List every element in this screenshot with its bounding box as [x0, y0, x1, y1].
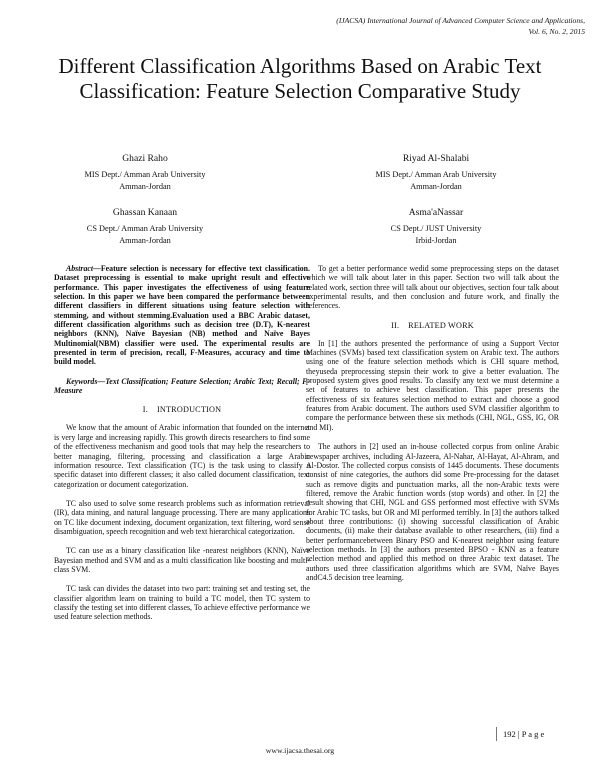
- author-name: Riyad Al-Shalabi: [402, 153, 470, 164]
- journal-header: [265, 15, 585, 37]
- section-heading-related-work: II. R​ELATED W​ORK: [391, 320, 474, 330]
- journal-volume: Vol. 6, No. 2, 2015: [528, 27, 585, 36]
- intro-paragraph-4: TC task can divides the dataset into two part: training set and testing set, the classifier algorithm learn on training to build a TC model, then TC system to classify the testing set into different classes, To achieve effective performance we used feature selection methods.: [54, 584, 310, 622]
- author-name: Ghazi Raho: [122, 153, 168, 164]
- author-affiliation: CS Dept./ Amman Arab University: [86, 224, 204, 233]
- author-location: Amman-Jordan: [119, 182, 171, 191]
- intro-paragraph-2: TC also used to solve some research problems such as information retrieval (IR), data mining, and natural language processing. There are many applications on TC like document indexing, document organization, text filtering, word sense disambiguation, speech recognition and web text hierarchical categorization.: [54, 498, 310, 536]
- intro-paragraph-5: To get a better performance wedid some preprocessing steps on the dataset which we will talk about later in this paper. Section two will talk about the related work, section three will talk about our objectives, section four talk about experimental results, and then conclusion and future work, and finally the references.: [306, 264, 559, 311]
- page-number: 192 | P a g e: [496, 727, 550, 741]
- author-block-4: [326, 206, 546, 247]
- author-location: Amman-Jordan: [410, 182, 462, 191]
- author-location: Amman-Jordan: [119, 236, 171, 245]
- left-column: [54, 264, 310, 632]
- abstract-lead: Abstract: [66, 264, 94, 273]
- abstract-text: —Feature selection is necessary for effective text classification. Dataset preprocessing is essential to make upright result and effective performance. This paper investigates the effectiveness of using feature selection. In this paper we have been compared the performance between different classifiers in different situations using feature selection with stemming, and without stemming.Evaluation used a BBC Arabic dataset, different classification algorithms such as decision tree (D.T), K-nearest neighbors (KNN), Naïve Bayesian (NB) method and Naïve Bayes Multinomial(NBM) classifier were used. The experimental results are presented in term of precision, recall, F-Measures, accuracy and time to build model.: [54, 264, 310, 367]
- author-name: Asma'aNassar: [408, 207, 464, 218]
- right-column: [306, 264, 559, 592]
- keywords: Keywords—Text Classification; Feature Selection; Arabic Text; Recall; F-Measure: [54, 376, 310, 396]
- footer-url[interactable]: www.ijacsa.thesai.org: [265, 746, 335, 755]
- intro-paragraph-3: TC can use as a binary classification like -nearest neighbors (KNN), Naïve Bayesian method and SVM and as a multi classification like boosting and multi-class SVM.: [54, 546, 310, 574]
- author-block-1: [35, 152, 255, 193]
- author-location: Irbid-Jordan: [415, 236, 457, 245]
- author-affiliation: CS Dept./ JUST University: [390, 224, 482, 233]
- related-paragraph-1: In [1] the authors presented the performance of using a Support Vector Machines (SVMs) based text classification system on Arabic text. The authors using one of the feature selection methods which is CHI square method, theyuseda preprocessing stepsin their work to give a better evaluation. The proposed system gives good results. To classify any text we must determine a set of features to achieve best classification. This paper presents the effectiveness of six features selection method to extract and choose a good features from Arabic document. The authors used SVM classifier algorithm to compare the performance between these six methods (CHI, NGL, GSS, IG, OR and MI).: [306, 338, 559, 432]
- intro-paragraph-1: We know that the amount of Arabic information that founded on the internet is very large and increasing rapidly. This growth directs researchers to find some of the effectiveness mechanism and good tools that may help the researchers to better managing, filtering, processing and classification a large Arabic information resource. Text classification (TC) is the task using to classify a specific dataset into different classes; it also called document classification, text categorization or document categorization.: [54, 423, 310, 489]
- author-block-2: [326, 152, 546, 193]
- author-affiliation: MIS Dept./ Amman Arab University: [375, 170, 497, 179]
- section-heading-introduction: I. I​NTRODUCTION: [142, 405, 222, 415]
- paper-title: Different Classification Algorithms Based on Arabic Text Classification: Feature Selection Comparative Study: [58, 54, 542, 103]
- author-affiliation: MIS Dept./ Amman Arab University: [84, 170, 206, 179]
- author-block-3: [35, 206, 255, 247]
- related-paragraph-2: The authors in [2] used an in-house collected corpus from online Arabic newspaper archives, including Al-Jazeera, Al-Nahar, Al-Hayat, Al-Ahram, and Al-Dostor. The collected corpus consists of 1445 documents. These documents consist of nine categories, the authors did some Pre-processing for the dataset such as remove digits and punctuation marks, all the non-Arabic texts were filtered, remove the Arabic function words (stop words) and other. In [2] the result showing that CHI, NGL and GSS performed most effective with SVMs for Arabic TC tasks, but OR and MI performed terribly. In [3] the authors talked about three contributions: (i) showing successful classification of Arabic documents, (ii) make their database available to other researchers, (iii) find a better performancebetween Binary PSO and K-nearest neighbor using feature selection methods. In [3] the authors presented BPSO - KNN as a feature selection method and applied this method on three Arabic text dataset. The authors used three classification algorithms which are SVM, Naïve Bayes andC4.5 decision tree learning.: [306, 442, 559, 582]
- author-name: Ghassan Kanaan: [112, 207, 178, 218]
- journal-name: (IJACSA) International Journal of Advanced Computer Science and Applications,: [336, 16, 585, 25]
- abstract: [54, 264, 310, 367]
